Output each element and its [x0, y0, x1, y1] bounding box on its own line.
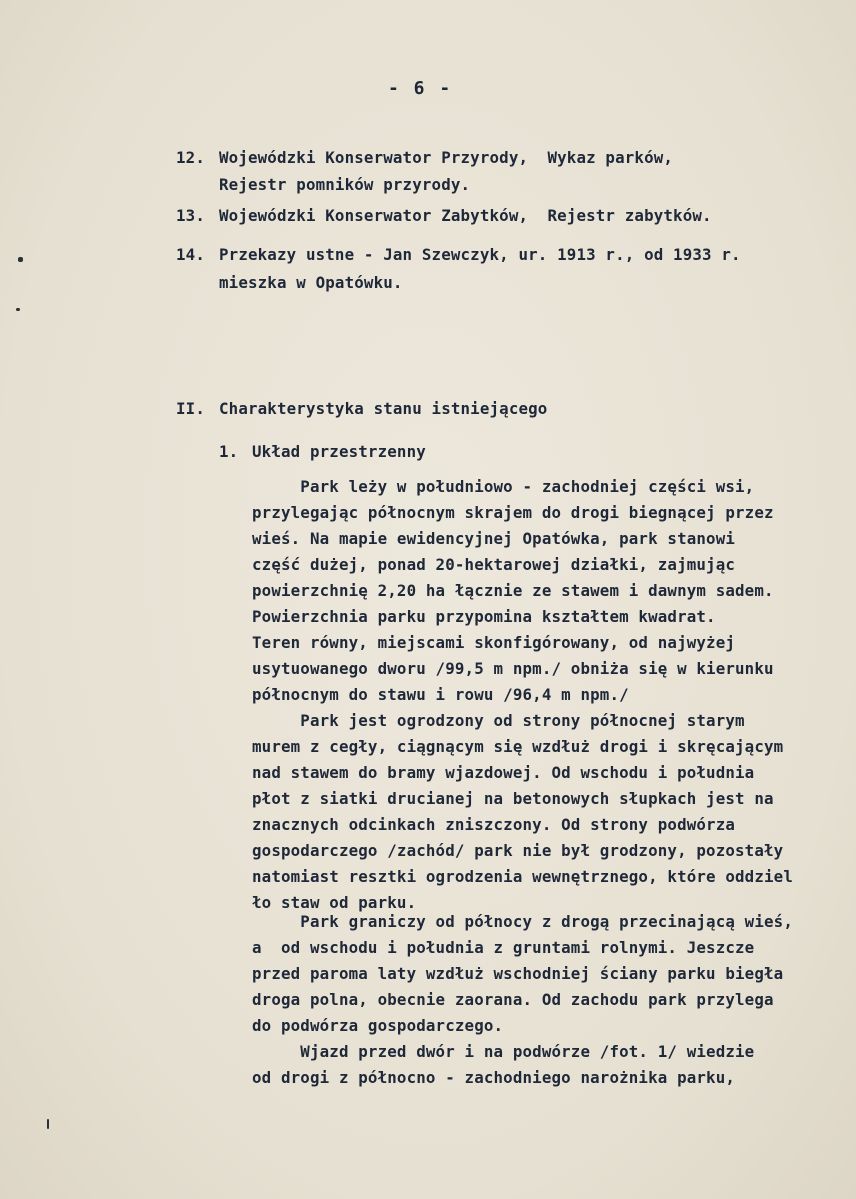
body-line: powierzchnię 2,20 ha łącznie ze stawem i dawnym sadem. — [252, 581, 774, 600]
page-number: - 6 - — [388, 78, 453, 99]
body-line: do podwórza gospodarczego. — [252, 1016, 504, 1035]
scan-speck — [18, 257, 23, 262]
body-line: natomiast resztki ogrodzenia wewnętrznego, które oddziel — [252, 867, 793, 886]
body-line: płot z siatki drucianej na betonowych słupkach jest na — [252, 789, 774, 808]
section-title: Charakterystyka stanu istniejącego — [219, 399, 548, 418]
body-line: ło staw od parku. — [252, 893, 417, 912]
body-line: droga polna, obecnie zaorana. Od zachodu park przylega — [252, 990, 774, 1009]
body-line: gospodarczego /zachód/ park nie był grodzony, pozostały — [252, 841, 784, 860]
body-line: od drogi z północno - zachodniego narożnika parku, — [252, 1068, 736, 1087]
body-line: północnym do stawu i rowu /96,4 m npm./ — [252, 685, 629, 704]
body-line: Wjazd przed dwór i na podwórze /fot. 1/ wiedzie — [252, 1042, 755, 1061]
source-item-line: Przekazy ustne - Jan Szewczyk, ur. 1913 r., od 1933 r. — [219, 245, 741, 264]
source-item-number: 13. — [176, 206, 205, 225]
body-line: Teren równy, miejscami skonfigórowany, od najwyżej — [252, 633, 736, 652]
subsection-title: Układ przestrzenny — [252, 442, 426, 461]
section-number: II. — [176, 399, 205, 418]
body-line: a od wschodu i południa z gruntami rolnymi. Jeszcze — [252, 938, 755, 957]
body-line: murem z cegły, ciągnącym się wzdłuż drogi i skręcającym — [252, 737, 784, 756]
source-item-number: 14. — [176, 245, 205, 264]
body-line: nad stawem do bramy wjazdowej. Od wschodu i południa — [252, 763, 755, 782]
scan-speck — [16, 308, 20, 311]
source-item-number: 12. — [176, 148, 205, 167]
body-line: Park graniczy od północy z drogą przecinającą wieś, — [252, 912, 793, 931]
scan-speck — [47, 1119, 49, 1129]
body-line: Park jest ogrodzony od strony północnej starym — [252, 711, 745, 730]
body-line: Park leży w południowo - zachodniej części wsi, — [252, 477, 755, 496]
source-item-line: Wojewódzki Konserwator Zabytków, Rejestr zabytków. — [219, 206, 712, 225]
body-line: znacznych odcinkach zniszczony. Od strony podwórza — [252, 815, 736, 834]
body-line: Powierzchnia parku przypomina kształtem kwadrat. — [252, 607, 716, 626]
subsection-number: 1. — [219, 442, 239, 461]
body-line: część dużej, ponad 20-hektarowej działki, zajmując — [252, 555, 736, 574]
body-line: usytuowanego dworu /99,5 m npm./ obniża się w kierunku — [252, 659, 774, 678]
source-item-line: Wojewódzki Konserwator Przyrody, Wykaz parków, — [219, 148, 674, 167]
body-line: przylegając północnym skrajem do drogi biegnącej przez — [252, 503, 774, 522]
body-line: przed paroma laty wzdłuż wschodniej ściany parku biegła — [252, 964, 784, 983]
source-item-line: Rejestr pomników przyrody. — [219, 175, 471, 194]
source-item-line: mieszka w Opatówku. — [219, 273, 403, 292]
body-line: wieś. Na mapie ewidencyjnej Opatówka, park stanowi — [252, 529, 736, 548]
